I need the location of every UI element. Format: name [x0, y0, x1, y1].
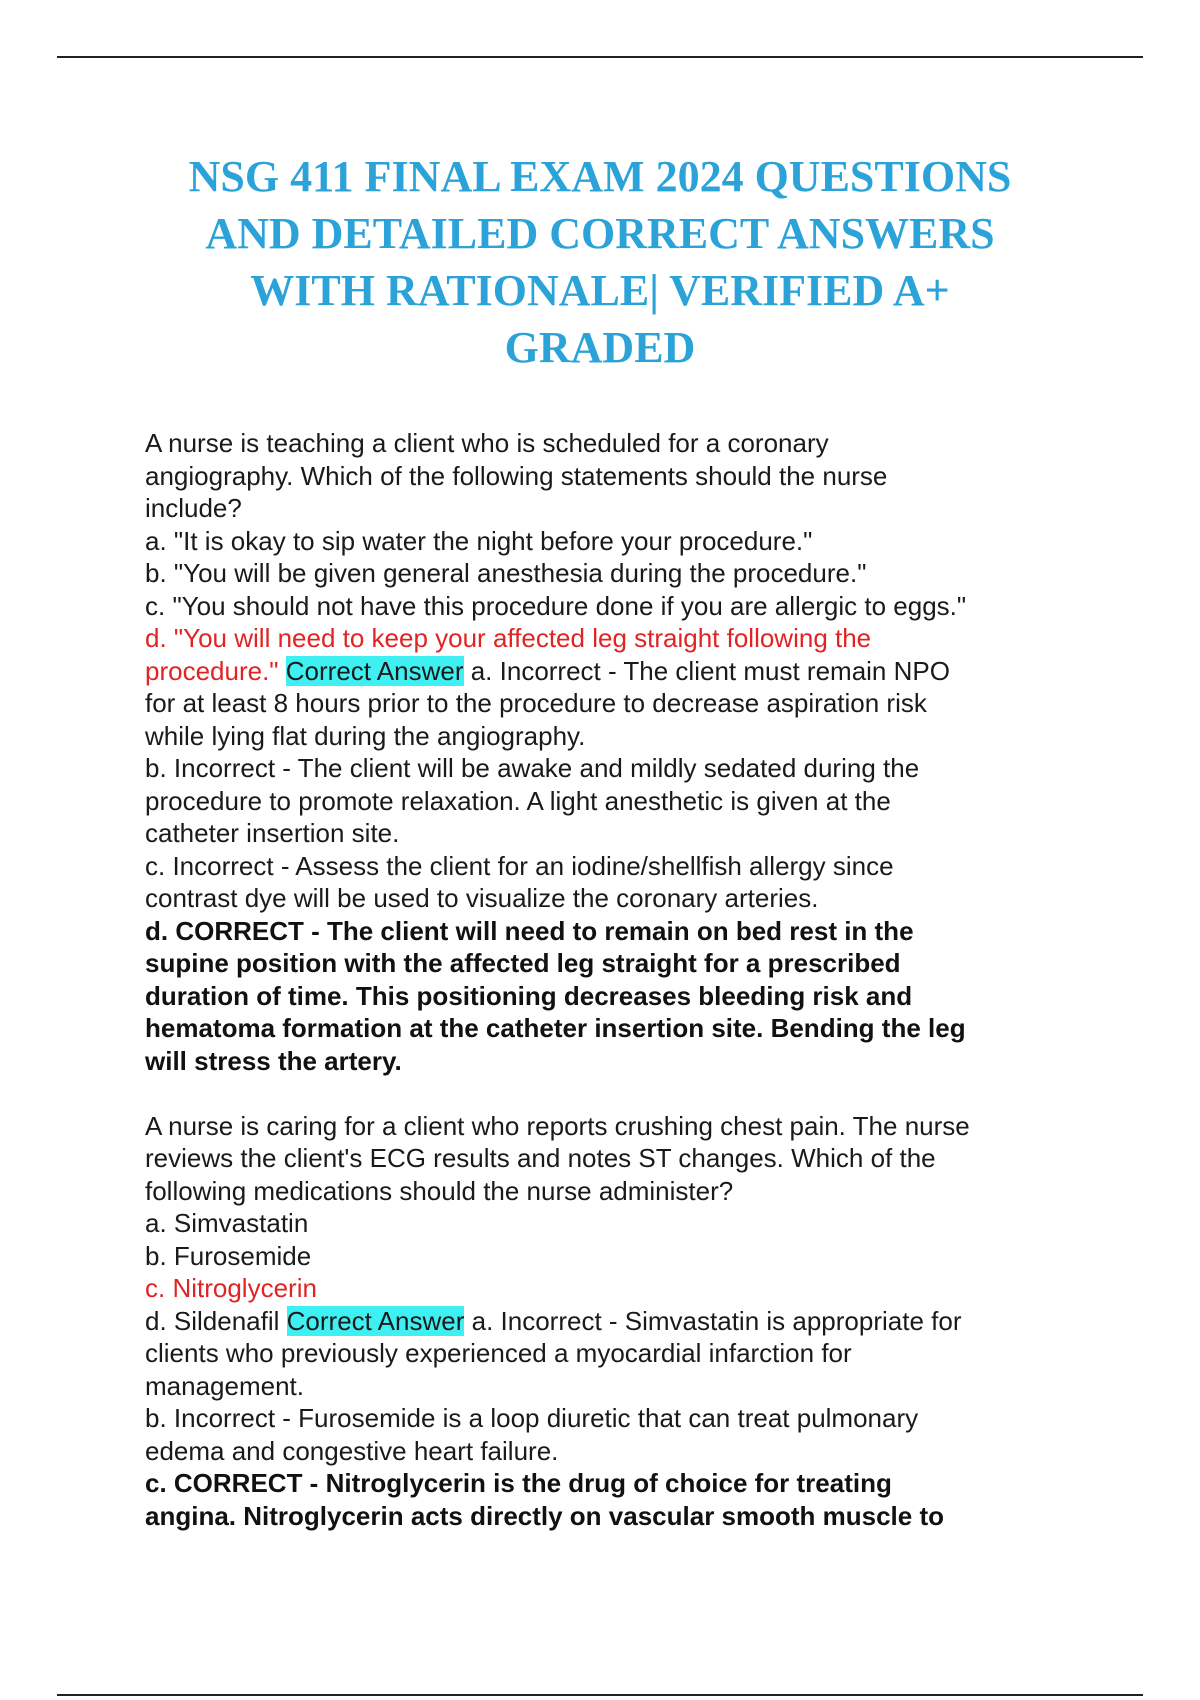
option-a: a. Simvastatin [145, 1208, 309, 1238]
correct-rationale-line: duration of time. This positioning decreases bleeding risk and [145, 980, 913, 1011]
question-2 [145, 1110, 1065, 1533]
correct-answer-tag: Correct Answer [285, 655, 464, 686]
rationale-line: procedure to promote relaxation. A light anesthetic is given at the [145, 785, 891, 816]
option-b: b. Furosemide [145, 1240, 312, 1271]
spacer [145, 1077, 1065, 1110]
document-body [145, 427, 1065, 1532]
document-title [130, 148, 1070, 376]
correct-rationale-line: c. CORRECT - Nitroglycerin is the drug of choice for treating [145, 1468, 892, 1498]
question-stem-line: following medications should the nurse administer? [145, 1175, 734, 1206]
rationale-line: edema and congestive heart failure. [145, 1435, 559, 1466]
correct-answer-tag: Correct Answer [286, 1305, 465, 1336]
correct-rationale-line: will stress the artery. [145, 1045, 402, 1076]
option-c-correct: c. Nitroglycerin [145, 1273, 317, 1303]
rationale-line: for at least 8 hours prior to the procedure to decrease aspiration risk [145, 688, 927, 718]
title-line: NSG 411 FINAL EXAM 2024 QUESTIONS [188, 152, 1012, 201]
correct-rationale-line: supine position with the affected leg straight for a prescribed [145, 948, 901, 978]
question-stem-line: A nurse is caring for a client who reports crushing chest pain. The nurse [145, 1110, 970, 1141]
correct-rationale-line: hematoma formation at the catheter insertion site. Bending the leg [145, 1013, 966, 1043]
question-stem-line: A nurse is teaching a client who is scheduled for a coronary [145, 428, 829, 458]
title-line: GRADED [504, 323, 696, 372]
correct-rationale-line: d. CORRECT - The client will need to remain on bed rest in the [145, 915, 914, 946]
answer-line [145, 1305, 1065, 1338]
option-a: a. "It is okay to sip water the night before your procedure." [145, 525, 813, 556]
rationale-line: while lying flat during the angiography. [145, 720, 586, 751]
option-b: b. "You will be given general anesthesia during the procedure." [145, 558, 867, 588]
rationale-line: clients who previously experienced a myocardial infarction for [145, 1338, 852, 1368]
option-d-correct: d. "You will need to keep your affected leg straight following the [145, 623, 872, 653]
correct-rationale-line: angina. Nitroglycerin acts directly on vascular smooth muscle to [145, 1500, 945, 1531]
rationale-line: catheter insertion site. [145, 818, 400, 848]
answer-line [145, 655, 1065, 688]
title-line: AND DETAILED CORRECT ANSWERS [205, 209, 995, 258]
question-stem-line: reviews the client's ECG results and notes ST changes. Which of the [145, 1143, 936, 1173]
rationale-line: contrast dye will be used to visualize the coronary arteries. [145, 883, 819, 913]
question-stem-line: include? [145, 493, 242, 523]
rationale-text: a. Incorrect - The client must remain NPO [463, 655, 950, 686]
option-d: d. Sildenafil [145, 1305, 280, 1336]
rationale-line: b. Incorrect - Furosemide is a loop diuretic that can treat pulmonary [145, 1403, 919, 1433]
option-d-correct-continued: procedure." [145, 655, 279, 686]
question-stem-line: angiography. Which of the following statements should the nurse [145, 460, 888, 491]
rationale-line: b. Incorrect - The client will be awake and mildly sedated during the [145, 753, 920, 783]
top-rule [57, 56, 1143, 58]
rationale-text: a. Incorrect - Simvastatin is appropriate for [464, 1305, 962, 1336]
option-c: c. "You should not have this procedure done if you are allergic to eggs." [145, 590, 967, 621]
rationale-line: c. Incorrect - Assess the client for an iodine/shellfish allergy since [145, 850, 894, 881]
title-line: WITH RATIONALE| VERIFIED A+ [250, 266, 950, 315]
bottom-rule [57, 1694, 1143, 1696]
rationale-line: management. [145, 1370, 304, 1401]
question-1 [145, 427, 1065, 1077]
